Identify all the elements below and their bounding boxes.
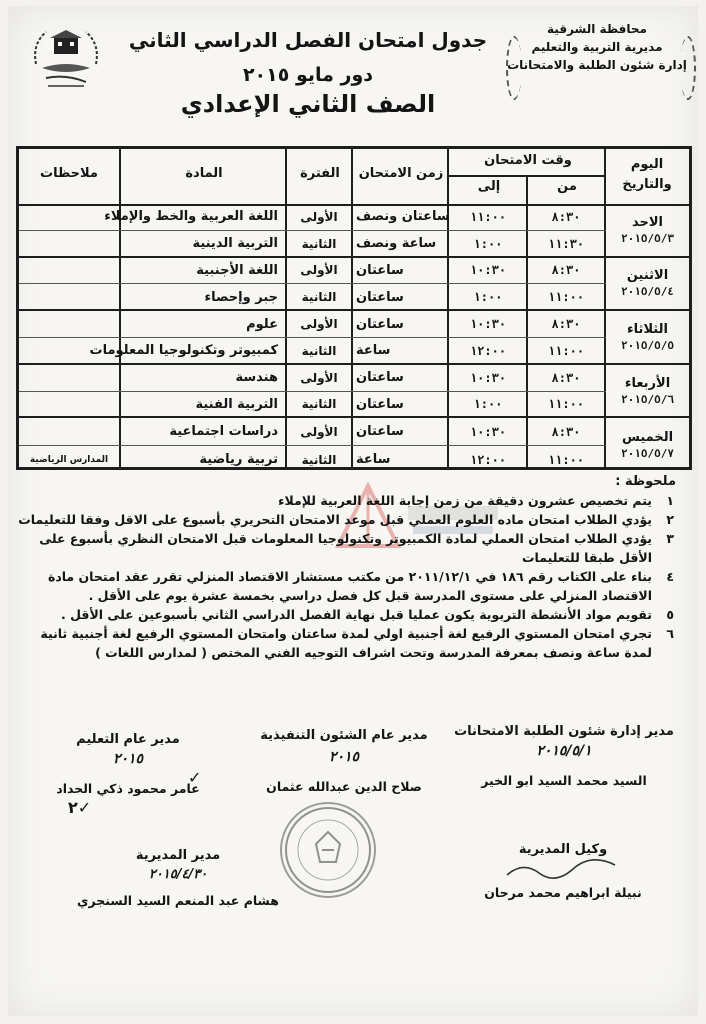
signature-role: مدير عام الشئون التنفيذية <box>260 728 428 743</box>
title-block <box>128 28 488 118</box>
to-time-cell: ١١:٠٠ <box>469 209 507 224</box>
subject-cell: اللغة الأجنبية <box>196 262 278 278</box>
signature-date: ٢٠١٥ <box>328 749 360 765</box>
table-row <box>19 204 606 230</box>
period-cell: الثانية <box>301 343 337 358</box>
from-time-cell: ١١:٠٠ <box>547 343 585 358</box>
handwritten-signature <box>468 857 658 881</box>
day-name: الثلاثاء <box>627 321 668 337</box>
note-number: ٢ <box>666 512 674 527</box>
signature-exec-director <box>254 728 434 794</box>
signature-name: صلاح الدين عبدالله عثمان <box>266 779 422 794</box>
signature-date: ٢٠١٥/٤/٣٠ <box>148 867 208 882</box>
notes-cell <box>20 204 118 230</box>
check-mark-icon: ✓ <box>188 768 202 787</box>
signature-role: مدير المديرية <box>135 848 221 863</box>
from-time-cell: ١١:٣٠ <box>547 236 585 251</box>
signature-name: نبيلة ابراهيم محمد مرحان <box>484 885 642 900</box>
from-time-cell: ٨:٣٠ <box>551 370 581 385</box>
subject-cell: التربية الفنية <box>195 396 278 412</box>
day-date-cell <box>606 365 689 417</box>
directorate-line: مديرية التربية والتعليم <box>531 40 663 54</box>
notes-cell <box>20 418 118 445</box>
table-row <box>19 283 606 310</box>
signature-deputy <box>468 842 658 900</box>
day-name: الاحد <box>632 214 664 230</box>
day-date-cell <box>606 311 689 363</box>
header-notes: ملاحظات <box>40 166 98 181</box>
to-time-cell: ١٠:٣٠ <box>469 370 507 385</box>
day-date: ٢٠١٥/٥/٦ <box>621 392 674 406</box>
day-group <box>19 311 689 365</box>
duration-cell: ساعتان <box>356 316 404 332</box>
table-row <box>19 418 606 445</box>
table-row <box>19 230 606 257</box>
header-to: إلى <box>477 179 501 194</box>
notes-cell: المدارس الرياضية <box>29 454 109 465</box>
day-date: ٢٠١٥/٥/٤ <box>621 285 674 299</box>
subject-cell: كمبيوتر وتكنولوجيا المعلومات <box>89 343 278 359</box>
duration-cell: ساعتان <box>356 370 404 386</box>
to-time-cell: ١٢:٠٠ <box>469 343 507 358</box>
day-date: ٢٠١٥/٥/٥ <box>621 338 674 352</box>
from-time-cell: ١١:٠٠ <box>547 452 585 467</box>
period-cell: الأولى <box>300 424 338 439</box>
header-subject: المادة <box>185 166 223 181</box>
duration-cell: ساعتان ونصف <box>356 209 450 225</box>
to-time-cell: ١٠:٣٠ <box>469 263 507 278</box>
duration-cell: ساعة <box>356 452 391 468</box>
grade-title: الصف الثاني الإعدادي <box>180 90 436 118</box>
subject-cell: هندسة <box>235 370 278 386</box>
period-cell: الثانية <box>301 290 337 305</box>
table-row <box>19 337 606 364</box>
day-group <box>19 204 689 258</box>
note-item <box>22 491 676 510</box>
subject-cell: اللغة العربية والخط والإملاء <box>104 209 278 225</box>
table-row <box>19 365 606 391</box>
notes-cell <box>20 284 118 310</box>
signature-role: مدير عام التعليم <box>76 732 180 747</box>
notes-title: ملحوظة : <box>615 474 676 489</box>
from-time-cell: ١١:٠٠ <box>547 290 585 305</box>
notes-cell <box>20 258 118 284</box>
to-time-cell: ١:٠٠ <box>473 236 503 251</box>
duration-cell: ساعة <box>356 343 391 359</box>
note-text: يؤدي الطلاب امتحان العملي لمادة الكمبيوتر وتكنولوجيا المعلومات قبل الامتحان النظري بأسبوع على الأقل طبقا للتعليمات <box>39 531 652 565</box>
period-cell: الأولى <box>300 370 338 385</box>
note-number: ٣ <box>666 531 674 546</box>
signature-name: هشام عبد المنعم السيد السنجري <box>77 893 279 908</box>
to-time-cell: ١٠:٣٠ <box>469 424 507 439</box>
day-name: الخميس <box>621 430 674 446</box>
signature-date: ٢٠١٥/٥/١ <box>536 743 592 759</box>
from-time-cell: ٨:٣٠ <box>551 263 581 278</box>
table-row <box>19 391 606 418</box>
day-name: الأربعاء <box>624 375 671 391</box>
note-number: ٥ <box>666 607 674 622</box>
table-row <box>19 445 606 473</box>
to-time-cell: ١٢:٠٠ <box>469 452 507 467</box>
note-number: ٤ <box>666 569 674 584</box>
day-date-cell <box>606 418 689 472</box>
note-text: يؤدي الطلاب امتحان ماده العلوم العملي قبل موعد الامتحان التحريري بأسبوع على الاقل وفقا للتعليمات <box>18 512 652 527</box>
signature-role: مدير إدارة شئون الطلبة الامتحانات <box>454 724 674 739</box>
from-time-cell: ٨:٣٠ <box>551 209 581 224</box>
period-cell: الأولى <box>300 317 338 332</box>
duration-cell: ساعة ونصف <box>356 236 437 252</box>
day-group <box>19 365 689 419</box>
duration-cell: ساعتان <box>356 396 404 412</box>
header-period: الفترة <box>300 166 340 181</box>
subject-cell: تربية رياضية <box>199 452 278 468</box>
official-seal-icon <box>280 802 376 898</box>
notes-section <box>18 472 676 662</box>
notes-cell <box>20 231 118 257</box>
notes-cell <box>20 338 118 364</box>
check-mark-icon: ✓٢ <box>68 798 92 817</box>
header-from: من <box>557 179 577 194</box>
day-group <box>19 258 689 312</box>
note-item <box>22 529 676 567</box>
period-cell: الثانية <box>301 236 337 251</box>
day-date-cell <box>606 258 689 310</box>
duration-cell: ساعتان <box>356 262 404 278</box>
header-duration: زمن الامتحان <box>358 166 444 181</box>
note-item <box>18 510 676 529</box>
from-time-cell: ١١:٠٠ <box>547 397 585 412</box>
duration-cell: ساعتان <box>356 289 404 305</box>
note-text: تقويم مواد الأنشطة التربوية يكون عمليا قبل نهاية الفصل الدراسي الثاني بأسبوعين على الأقل . <box>61 607 652 622</box>
day-name: الاثنين <box>626 268 669 284</box>
to-time-cell: ١:٠٠ <box>473 397 503 412</box>
table-row <box>19 311 606 337</box>
department-line: إدارة شئون الطلبة والامتحانات <box>507 58 687 72</box>
duration-cell: ساعتان <box>356 424 404 440</box>
notes-cell <box>20 392 118 418</box>
note-number: ١ <box>666 493 674 508</box>
ministry-emblem-icon <box>28 24 104 100</box>
signature-directorate-director <box>68 848 288 908</box>
day-date: ٢٠١٥/٥/٧ <box>621 447 674 461</box>
notes-cell <box>20 311 118 337</box>
notes-cell <box>20 365 118 391</box>
authority-header <box>502 20 692 74</box>
document-page <box>8 6 698 1016</box>
from-time-cell: ٨:٣٠ <box>551 424 581 439</box>
document-title: جدول امتحان الفصل الدراسي الثاني <box>128 28 488 52</box>
subject-cell: جبر وإحصاء <box>204 289 278 305</box>
header-exam-time: وقت الامتحان <box>484 153 572 168</box>
note-item <box>22 605 676 624</box>
day-group <box>19 418 689 472</box>
header-day-date: اليوم والتاريخ <box>622 157 672 192</box>
day-date: ٢٠١٥/٥/٣ <box>621 231 674 245</box>
note-item <box>22 567 676 605</box>
signature-date: ٢٠١٥ <box>112 751 144 767</box>
to-time-cell: ١:٠٠ <box>473 290 503 305</box>
from-time-cell: ٨:٣٠ <box>551 317 581 332</box>
to-time-cell: ١٠:٣٠ <box>469 317 507 332</box>
subject-cell: علوم <box>246 316 278 332</box>
period-cell: الأولى <box>300 263 338 278</box>
signature-name: عامر محمود ذكي الحداد <box>56 781 200 796</box>
note-item <box>22 624 676 662</box>
period-cell: الثانية <box>301 397 337 412</box>
subject-cell: دراسات اجتماعية <box>169 424 278 440</box>
subject-cell: التربية الدينية <box>192 236 278 252</box>
period-cell: الثانية <box>301 452 337 467</box>
signature-exams-director <box>444 724 684 788</box>
governorate-line: محافظة الشرقية <box>547 22 647 36</box>
session-title: دور مايو ٢٠١٥ <box>242 64 374 86</box>
signature-name: السيد محمد السيد ابو الخير <box>481 773 647 788</box>
note-text: بناء على الكتاب رقم ١٨٦ في ٢٠١١/١٢/١ من مكتب مستشار الاقتصاد المنزلي تقرر عقد امتحان مادة الاقتصاد المنزلي على مستوى المدرسة قبل كل فصل دراسي بخمسة عشرة يوم على الأقل . <box>47 569 652 603</box>
table-row <box>19 258 606 284</box>
note-text: تجري امتحان المستوي الرفيع لغة أجنبية اولي لمدة ساعتان وامتحان المستوي الرفيع لغة أجنبية ثانية لمدة ساعة ونصف بمعرفة المدرسة وتحت اشراف التوجيه الفني المختص ( لمدارس اللغات ) <box>40 626 652 660</box>
signature-role: وكيل المديرية <box>518 842 608 857</box>
period-cell: الأولى <box>300 209 338 224</box>
note-number: ٦ <box>666 626 674 641</box>
day-date-cell <box>606 204 689 256</box>
note-text: يتم تخصيص عشرون دقيقة من زمن إجابة اللغة العربية للإملاء <box>278 493 652 508</box>
exam-schedule-table <box>16 146 692 470</box>
